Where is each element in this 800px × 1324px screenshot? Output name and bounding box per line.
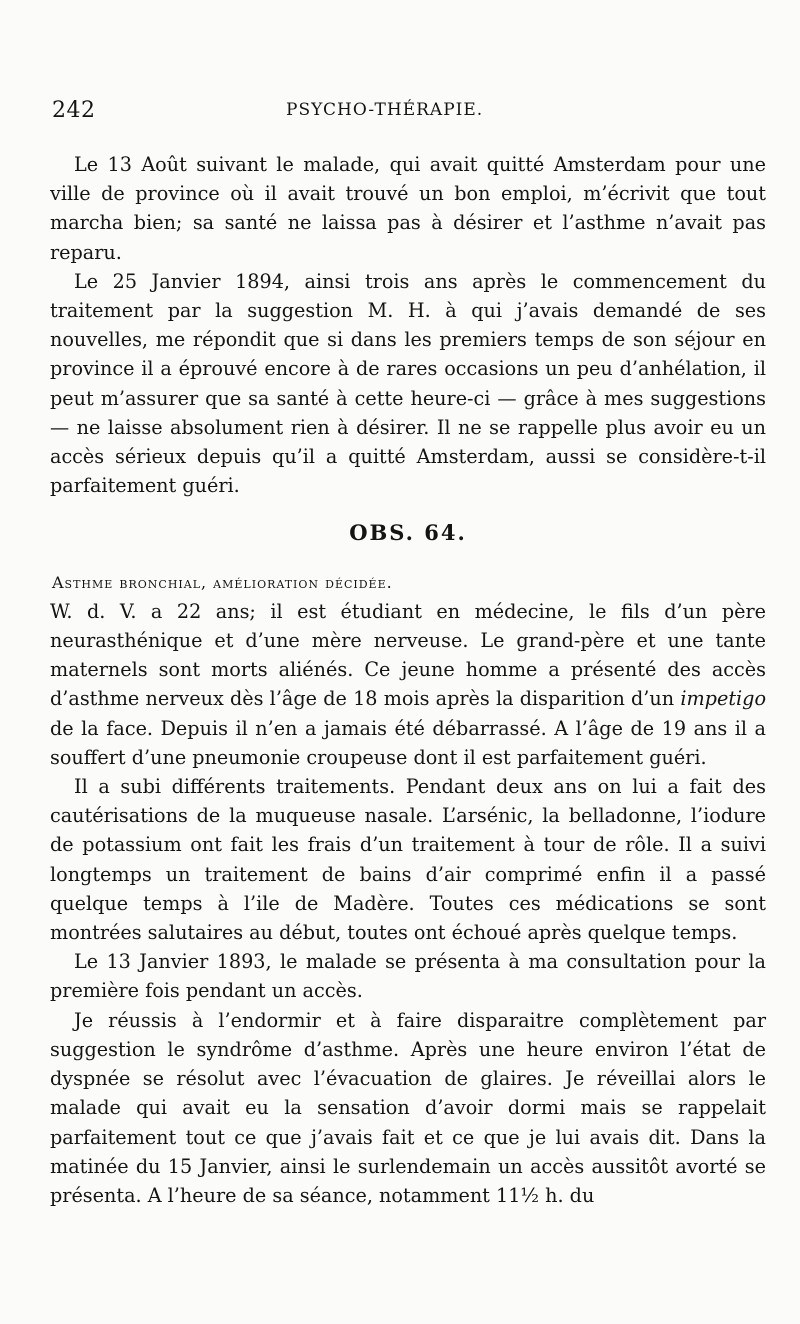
page-number: 242 [52,98,96,123]
observation-heading: OBS. 64. [349,520,467,546]
paragraph [50,597,766,772]
paragraph: Je réussis à l’endormir et à faire disparaitre complètement par suggestion le syndrôme d’asthme. Après une heure environ l’état de dyspnée se résolut avec l’évacuation de glaires. Je réveillai alors le malade qui avait eu la sensation d’avoir dormi mais se rappelait parfaitement tout ce que j’avais fait et ce que je lui avais dit. Dans la matinée du 15 Janvier, ainsi le surlendemain un accès aussitôt avorté se présenta. A l’heure de sa séance, notamment 11½ h. du [50,1008,766,1207]
paragraph-text: W. d. V. a 22 ans; il est étudiant en médecine, le fils d’un père neurasthénique et d’une mère nerveuse. Le grand-père et une tante maternels sont morts aliénés. Ce jeune homme a présenté des accès d’asthme nerveux dès l’âge de 18 mois après la disparition d’un [50,599,766,711]
paragraph: Le 25 Janvier 1894, ainsi trois ans après le commencement du traitement par la suggestion M. H. à qui j’avais demandé de ses nouvelles, me répondit que si dans les premiers temps de son séjour en province il a éprouvé encore à de rares occasions un peu d’anhélation, il peut m’assurer que sa santé à cette heure-ci — grâce à mes suggestions — ne laisse absolument rien à désirer. Il ne se rappelle plus avoir eu un accès sérieux depuis qu’il a quitté Amsterdam, aussi se considère-t-il parfaitement guéri. [50,269,766,498]
paragraph-text: de la face. Depuis il n’en a jamais été débarrassé. A l’âge de 19 ans il a souffert d’une pneumonie croupeuse dont il est parfaitement guéri. [50,716,766,769]
running-head [50,92,766,132]
observation-title: Asthme bronchial, amélioration décidée. [52,572,393,592]
paragraph: Le 13 Janvier 1893, le malade se présenta à ma consultation pour la première fois pendant un accès. [50,950,766,1003]
paragraph: Le 13 Août suivant le malade, qui avait quitté Amsterdam pour une ville de province où il avait trouvé un bon emploi, m’écrivit que tout marcha bien; sa santé ne laissa pas à désirer et l’asthme n’avait pas reparu. [50,153,766,264]
page-body [50,150,766,1210]
paragraph: Il a subi différents traitements. Pendant deux ans on lui a fait des cautérisations de la muqueuse nasale. L’arsénic, la belladonne, l’iodure de potassium ont fait les frais d’un traitement à tour de rôle. Il a suivi longtemps un traitement de bains d’air comprimé enfin il a passé quelque temps à l’ile de Madère. Toutes ces médications se sont montrées salutaires au début, toutes ont échoué après quelque temps. [50,775,766,945]
italic-term: impetigo [680,687,766,711]
running-title: PSYCHO-THÉRAPIE. [286,100,484,120]
